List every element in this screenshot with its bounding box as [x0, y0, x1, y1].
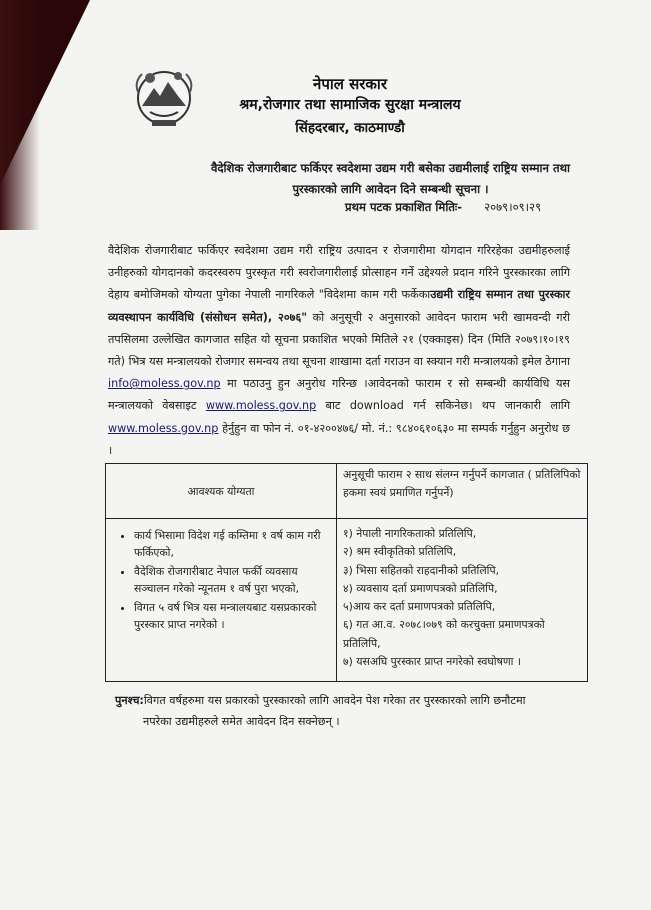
body-text-2: को अनुसूची २ अनुसारको आवेदन फाराम भरी खामवन्दी गरी तपसिलमा उल्लेखित कागजात सहित यो सूचना प्रकाशित भएको मितिले २१ (एक्काइस) दिन (मिति २०७९।१०।१९ गते) भित्र यस मन्त्रालयको रोजगार समन्वय तथा सूचना शाखामा दर्ता गराउन वा स्क्यान गरी मन्त्रालयको इमेल ठेगाना	[108, 310, 570, 369]
table-row	[106, 519, 588, 682]
document-item: ६) गत आ.व. २०७८।०७९ को करचुक्ता प्रमाणपत्रको प्रतिलिपि,	[343, 618, 545, 650]
eligibility-cell	[106, 519, 337, 682]
postscript-line-2: नपरेका उद्यमीहरुले समेत आवेदन दिन सक्नेछन् ।	[143, 715, 340, 728]
list-item: • कार्य भिसामा विदेश गई कम्तिमा १ वर्ष काम गरी फर्किएको,	[134, 527, 330, 561]
body-procedure-name: उद्यमी राष्ट्रिय सम्मान तथा पुरस्कार व्यवस्थापन कार्यविधि (संसोधन समेत), २०७६"	[108, 288, 571, 324]
documents-cell	[337, 519, 588, 682]
postscript-line-1: विगत वर्षहरुमा यस प्रकारको पुरस्कारको लागि आवदेन पेश गरेका तर पुरस्कारको लागि छनौटमा	[143, 694, 526, 707]
publication-date-value: २०७९।०९।२९	[484, 200, 542, 214]
publication-date-label: प्रथम पटक प्रकाशित मितिः-	[345, 200, 463, 214]
body-text-3: मा पठाउनु हुन अनुरोध गरिन्छ ।आवेदनको फाराम र सो सम्बन्धी कार्यविधि यस मन्त्रालयको वेबसाइट	[108, 377, 570, 413]
document-item: ३) भिसा सहितको राहदानीको प्रतिलिपि,	[343, 563, 500, 577]
notice-subject: वैदेशिक रोजगारीबाट फर्किएर स्वदेशमा उद्यम गरी बसेका उद्यमीलाई राष्ट्रिय सम्मान तथा पुरस्कारको लागि आवेदन दिने सम्बन्धी सूचना ।	[210, 161, 571, 196]
document-item: ४) व्यवसाय दर्ता प्रमाणपत्रको प्रतिलिपि,	[343, 581, 498, 595]
document-item: ५)आय कर दर्ता प्रमाणपत्रको प्रतिलिपि,	[343, 600, 496, 614]
publication-date	[345, 200, 541, 215]
nepal-emblem-icon	[130, 62, 198, 130]
column-header-documents: अनुसूची फाराम २ साथ संलग्न गर्नुपर्ने कागजात ( प्रतिलिपिको हकमा स्वयं प्रमाणित गर्नुपर्ने)	[337, 464, 588, 519]
body-text-1: वैदेशिक रोजगारीबाट फर्किएर स्वदेशमा उद्यम गरी राष्ट्रिय उत्पादन र रोजगारीमा योगदान गरिरहेका उद्यमीहरुलाई उनीहरुको योगदानको कदरस्वरुप पुरस्कृत गरी स्वरोजगारीलाई प्रोत्साहन गर्ने उद्देश्यले प्रदान गरिने पुरस्कारका लागि देहाय बमोजिमको योग्यता पुगेका नेपाली नागरिकले "विदेशमा काम गरी फर्केका	[108, 244, 570, 302]
eligibility-list	[124, 527, 330, 633]
government-title: नेपाल सरकार	[313, 75, 387, 93]
column-header-eligibility: आवश्यक योग्यता	[106, 464, 337, 519]
list-item: • विगत ५ वर्ष भित्र यस मन्त्रालयबाट यसप्रकारको पुरस्कार प्राप्त नगरेको ।	[134, 599, 330, 633]
document-item: १) नेपाली नागरिकताको प्रतिलिपि,	[343, 527, 477, 540]
ministry-name: श्रम,रोजगार तथा सामाजिक सुरक्षा मन्त्रालय	[239, 97, 461, 113]
body-text-4: बाट download गर्न सकिनेछ। थप जानकारी लागि	[316, 399, 570, 413]
postscript-note	[115, 690, 585, 732]
ministry-address: सिंहदरबार, काठमाण्डौ	[295, 120, 405, 136]
notice-body	[108, 240, 570, 462]
body-text-5: हेर्नुहुन वा फोन नं. ०१-४२००४७६/ मो. नं.: ९८४०६१०६३० मा सम्पर्क गर्नुहुन अनुरोध छ ।	[108, 421, 570, 457]
postscript-label: पुनश्च:	[115, 694, 144, 707]
document-item: ७) यसअघि पुरस्कार प्राप्त नगरेको स्वघोषणा ।	[343, 655, 521, 669]
website-link[interactable]: www.moless.gov.np	[205, 399, 317, 413]
requirements-table	[105, 463, 588, 682]
list-item: • वैदेशिक रोजगारीबाट नेपाल फर्की व्यवसाय सञ्चालन गरेको न्यूनतम १ वर्ष पुरा भएको,	[134, 563, 330, 597]
email-link[interactable]: info@moless.gov.np	[108, 377, 221, 391]
website-link-2[interactable]: www.moless.gov.np	[108, 421, 219, 435]
table-header-row	[106, 464, 588, 519]
document-item: २) श्रम स्वीकृतिको प्रतिलिपि,	[343, 545, 457, 559]
